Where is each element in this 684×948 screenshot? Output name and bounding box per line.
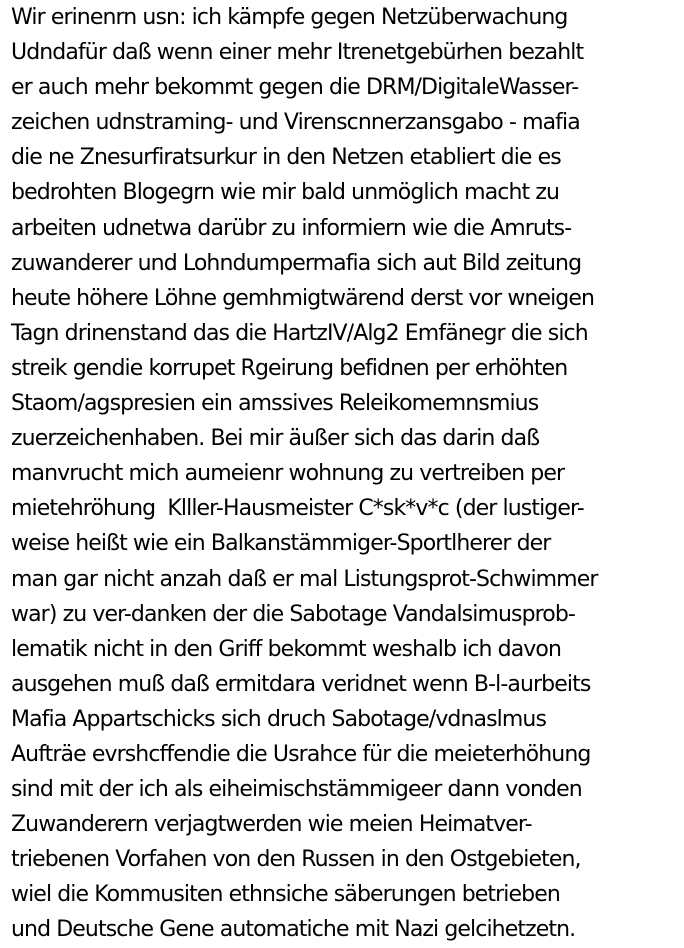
- text-line: triebenen Vorfahen von den Russen in den Ostgebieten,: [11, 847, 581, 873]
- text-line: war) zu ver-danken der die Sabotage Vandalsimusprob-: [11, 601, 575, 627]
- text-line: heute höhere Löhne gemhmigtwärend derst vor wneigen: [11, 285, 595, 311]
- text-line: manvrucht mich aumeienr wohnung zu vertreiben per: [11, 461, 565, 487]
- text-line: Tagn drinenstand das die HartzIV/Alg2 Emfänegr die sich: [11, 320, 588, 346]
- text-line: Mafia Appartschicks sich druch Sabotage/vdnaslmus: [11, 706, 547, 732]
- text-line: die ne Znesurfiratsurkur in den Netzen etabliert die es: [11, 145, 561, 171]
- text-line: zuerzeichenhaben. Bei mir äußer sich das darin daß: [11, 426, 540, 452]
- text-line: arbeiten udnetwa darübr zu informiern wie die Amruts-: [11, 215, 572, 241]
- text-line: Aufträe evrshcffendie die Usrahce für die meieterhöhung: [11, 741, 591, 767]
- body-text: [11, 0, 681, 948]
- text-line: und Deutsche Gene automatiche mit Nazi gelcihetzetn.: [11, 917, 576, 943]
- text-line: lematik nicht in den Griff bekommt weshalb ich davon: [11, 636, 562, 662]
- text-line: man gar nicht anzah daß er mal Listungsprot-Schwimmer: [11, 566, 598, 592]
- text-line: wiel die Kommusiten ethnsiche säberungen betrieben: [11, 882, 560, 908]
- text-line: bedrohten Blogegrn wie mir bald unmöglich macht zu: [11, 180, 560, 206]
- text-line: Wir erinenrn usn: ich kämpfe gegen Netzüberwachung: [11, 5, 568, 30]
- text-line: ausgehen muß daß ermitdara veridnet wenn B-l-aurbeits: [11, 671, 591, 697]
- text-line: Staom/agspresien ein amssives Releikomemnsmius: [11, 391, 539, 417]
- text-line: Zuwanderern verjagtwerden wie meien Heimatver-: [11, 812, 532, 838]
- text-line: mietehröhung Klller-Hausmeister C*sk*v*c (der lustiger-: [11, 496, 584, 522]
- text-line: weise heißt wie ein Balkanstämmiger-Sportlherer der: [11, 531, 551, 557]
- text-line: sind mit der ich als eiheimischstämmigeer dann vonden: [11, 777, 582, 803]
- text-line: zeichen udnstraming- und Virenscnnerzansgabo - mafia: [11, 110, 580, 136]
- text-line: streik gendie korrupet Rgeirung befidnen per erhöhten: [11, 355, 568, 381]
- text-line: zuwanderer und Lohndumpermafia sich aut Bild zeitung: [11, 250, 582, 276]
- text-line: Udndafür daß wenn einer mehr Itrenetgebürhen bezahlt: [11, 40, 584, 66]
- text-line: er auch mehr bekommt gegen die DRM/DigitaleWasser-: [11, 75, 579, 101]
